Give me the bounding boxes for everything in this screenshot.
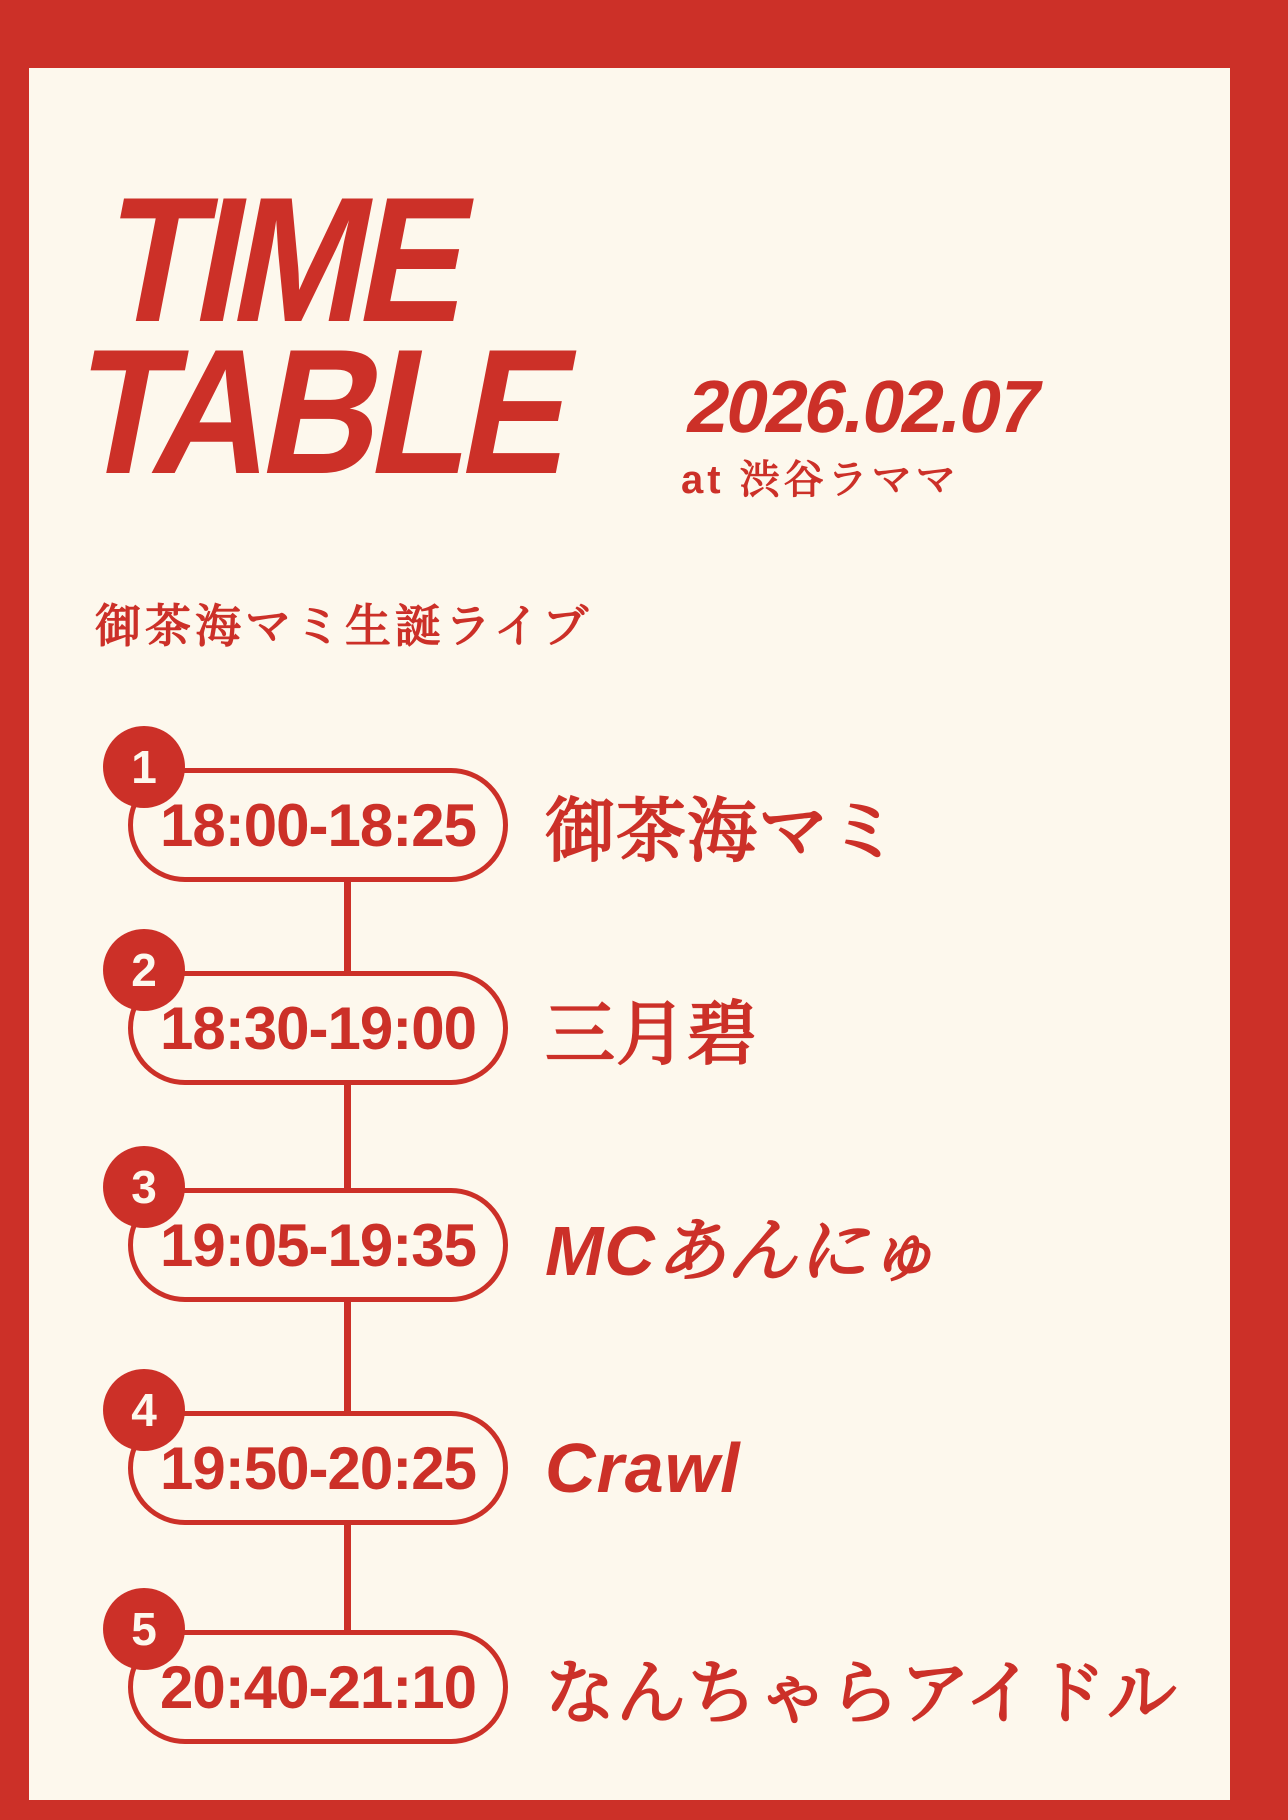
event-date: 2026.02.07: [680, 365, 1048, 448]
time-range: 18:00-18:25: [160, 791, 476, 859]
title-line-1: TIME: [90, 160, 484, 359]
time-pill: [128, 1630, 508, 1744]
time-range: 19:05-19:35: [160, 1211, 476, 1279]
schedule-row: [29, 741, 1288, 882]
schedule-row: [29, 1384, 1288, 1525]
time-range: 20:40-21:10: [160, 1653, 476, 1721]
time-pill: [128, 1188, 508, 1302]
time-pill: [128, 1411, 508, 1525]
schedule-row: [29, 1161, 1288, 1302]
connector-line: [344, 1521, 351, 1634]
time-range: 19:50-20:25: [160, 1434, 476, 1502]
slot-number: 5: [131, 1603, 157, 1655]
artist-name: なんちゃらアイドル: [545, 1653, 1178, 1732]
artist-name: 三月碧: [545, 994, 758, 1073]
poster-background: [29, 68, 1230, 1800]
artist-name: Crawl: [545, 1429, 741, 1507]
slot-number: 1: [131, 741, 157, 793]
slot-number-badge: [103, 726, 185, 808]
slot-number-badge: [103, 929, 185, 1011]
time-range: 18:30-19:00: [160, 994, 476, 1062]
slot-number-badge: [103, 1588, 185, 1670]
slot-number-badge: [103, 1146, 185, 1228]
event-venue: at 渋谷ラママ: [681, 458, 960, 502]
slot-number: 3: [131, 1161, 157, 1213]
time-pill: [128, 768, 508, 882]
page-title: [61, 160, 611, 511]
slot-number: 4: [131, 1384, 157, 1436]
connector-line: [344, 1081, 351, 1192]
schedule-row: [29, 944, 1288, 1085]
event-subtitle: 御茶海マミ生誕ライブ: [95, 600, 593, 652]
slot-number: 2: [131, 944, 157, 996]
slot-number-badge: [103, 1369, 185, 1451]
artist-name: 御茶海マミ: [545, 791, 900, 870]
schedule-row: [29, 1603, 1288, 1744]
time-pill: [128, 971, 508, 1085]
connector-line: [344, 878, 351, 975]
title-line-2: TABLE: [61, 312, 587, 511]
artist-name: MCあんにゅ: [545, 1211, 939, 1290]
connector-line: [344, 1298, 351, 1415]
